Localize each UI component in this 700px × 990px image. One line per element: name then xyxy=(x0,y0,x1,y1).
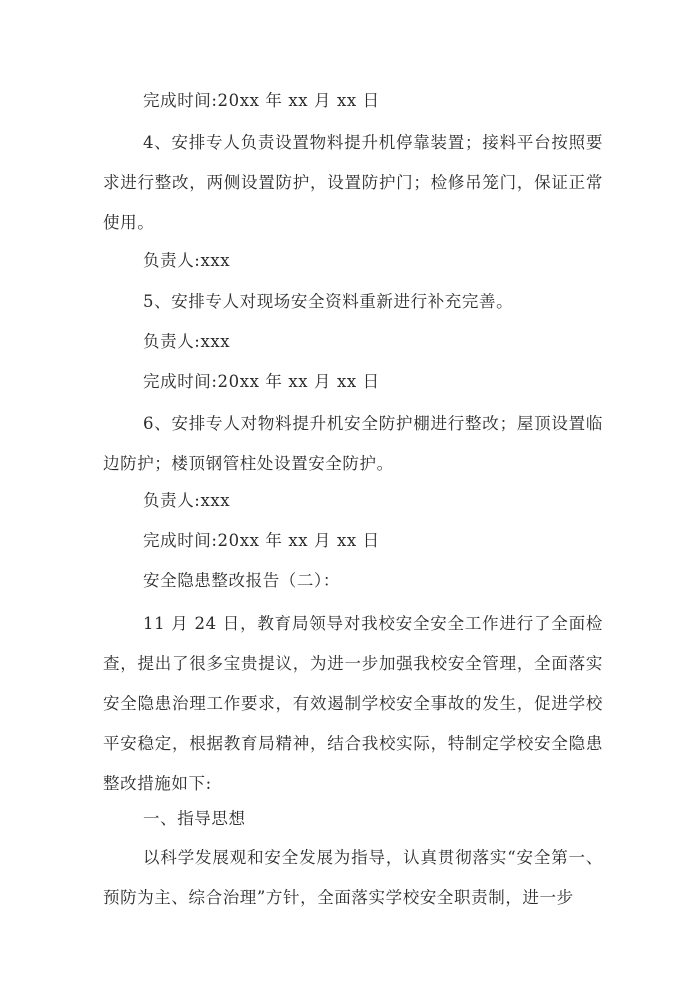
guiding-thought-paragraph: 以科学发展观和安全发展为指导，认真贯彻落实“安全第一、预防为主、综合治理”方针，全面落实学校安全职责制，进一步 xyxy=(103,848,603,907)
responsible-person-line: 负责人:xxx xyxy=(143,491,231,510)
completion-time-line: 完成时间:20xx 年 xx 月 xx 日 xyxy=(143,91,380,110)
section-title: 安全隐患整改报告（二）： xyxy=(143,571,340,590)
intro-paragraph: 11 月 24 日，教育局领导对我校安全安全工作进行了全面检查，提出了很多宝贵提议，为进一步加强我校安全管理，全面落实安全隐患治理工作要求，有效遏制学校安全事故的发生，促进学校平安稳定，根据教育局精神，结合我校实际，特制定学校安全隐患整改措施如下: xyxy=(103,614,603,793)
completion-time-line: 完成时间:20xx 年 xx 月 xx 日 xyxy=(143,372,380,391)
completion-time-line: 完成时间:20xx 年 xx 月 xx 日 xyxy=(143,531,380,550)
item-5-paragraph: 5、安排专人对现场安全资料重新进行补充完善。 xyxy=(143,292,514,311)
item-6-paragraph: 6、安排专人对物料提升机安全防护棚进行整改；屋顶设置临边防护；楼顶钢管柱处设置安全防护。 xyxy=(103,414,603,473)
item-4-paragraph: 4、安排专人负责设置物料提升机停靠装置；接料平台按照要求进行整改，两侧设置防护，设置防护门；检修吊笼门，保证正常使用。 xyxy=(103,133,603,232)
responsible-person-line: 负责人:xxx xyxy=(143,251,231,270)
responsible-person-line: 负责人:xxx xyxy=(143,332,231,351)
section-heading: 一、指导思想 xyxy=(143,809,246,828)
